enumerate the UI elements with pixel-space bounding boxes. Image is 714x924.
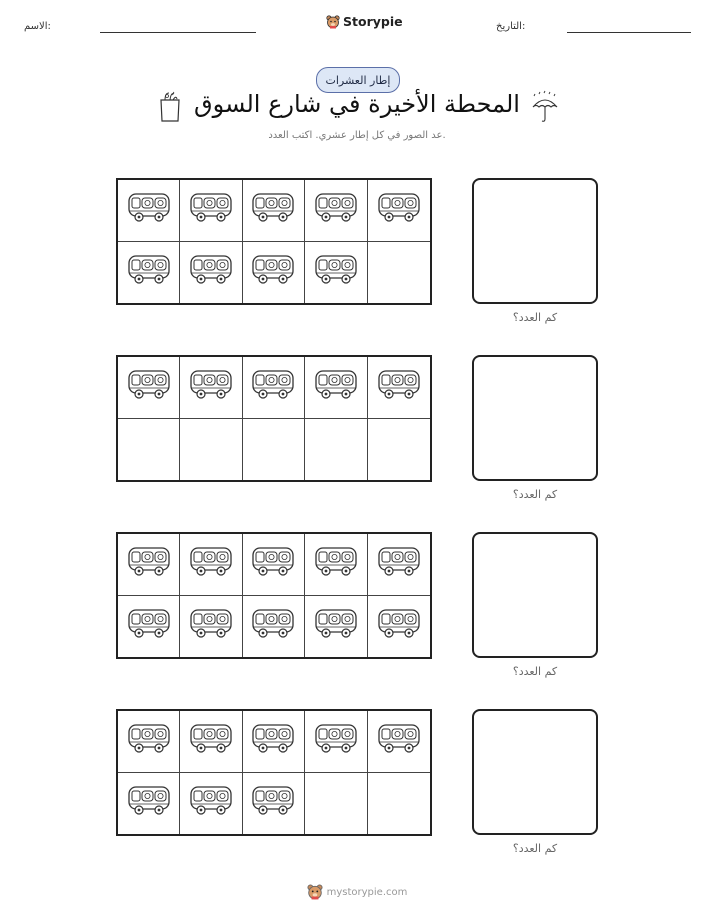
bus-icon [314,254,358,290]
frame-cell [180,180,242,242]
frame-cell [305,596,367,658]
frame-cell [368,242,430,304]
bus-icon [189,608,233,644]
name-line [100,32,256,33]
frame-cell [243,773,305,835]
frame-cell [305,357,367,419]
frame-cell [180,773,242,835]
frame-cell [368,419,430,481]
bus-icon [127,546,171,582]
frame-cell [180,534,242,596]
frame-cell [118,242,180,304]
footer-url: mystorypie.com [326,886,408,898]
bus-icon [251,254,295,290]
bus-icon [377,192,421,228]
name-label: الاسم: [24,21,51,32]
footer [300,884,414,900]
frame-cell [305,773,367,835]
brand-name: Storypie [343,14,403,29]
frame-cell [243,711,305,773]
frame-cell [180,596,242,658]
frame-cell [180,242,242,304]
topic-chip: إطار العشرات [316,67,400,93]
frame-cell [118,419,180,481]
bus-icon [251,785,295,821]
frame-cell [118,711,180,773]
frame-cell [368,534,430,596]
bus-icon [189,723,233,759]
bus-icon [314,546,358,582]
bus-icon [251,192,295,228]
ten-frame [116,709,432,836]
frame-cell [305,419,367,481]
question-label: كم العدد؟ [512,842,558,855]
bear-face-icon [326,15,340,29]
frame-cell [305,242,367,304]
frame-cell [243,419,305,481]
bus-icon [314,608,358,644]
bus-icon [377,608,421,644]
frame-cell [118,773,180,835]
bear-face-icon [307,884,323,900]
bus-icon [189,369,233,405]
bus-icon [314,369,358,405]
bus-icon [251,723,295,759]
answer-box[interactable] [472,709,598,835]
frame-cell [243,242,305,304]
bus-icon [189,192,233,228]
answer-box[interactable] [472,532,598,658]
brand-logo [326,14,403,29]
bus-icon [189,254,233,290]
ten-frame [116,355,432,482]
bus-icon [127,608,171,644]
bus-icon [251,369,295,405]
umbrella-rain-icon [530,90,560,124]
frame-cell [305,534,367,596]
ten-frame [116,178,432,305]
answer-box[interactable] [472,355,598,481]
bus-icon [127,723,171,759]
frame-cell [368,357,430,419]
bus-icon [314,192,358,228]
frame-cell [368,711,430,773]
bus-icon [127,369,171,405]
bus-icon [314,723,358,759]
frame-cell [118,180,180,242]
frame-cell [180,711,242,773]
frame-cell [368,180,430,242]
bus-icon [189,546,233,582]
frame-cell [180,357,242,419]
bus-icon [251,546,295,582]
answer-box[interactable] [472,178,598,304]
frame-cell [368,773,430,835]
frame-cell [243,357,305,419]
bus-icon [251,608,295,644]
bus-icon [377,723,421,759]
date-label: التاريخ: [496,21,526,32]
frame-cell [243,596,305,658]
bus-icon [127,192,171,228]
grocery-bag-icon [158,90,182,122]
frame-cell [118,357,180,419]
frame-cell [305,711,367,773]
frame-cell [180,419,242,481]
frame-cell [368,596,430,658]
frame-cell [243,180,305,242]
date-line [567,32,691,33]
ten-frame [116,532,432,659]
bus-icon [377,369,421,405]
bus-icon [377,546,421,582]
frame-cell [118,534,180,596]
question-label: كم العدد؟ [512,311,558,324]
bus-icon [127,785,171,821]
instructions: عد الصور في كل إطار عشري. اكتب العدد. [268,130,446,141]
question-label: كم العدد؟ [512,665,558,678]
worksheet-title: المحطة الأخيرة في شارع السوق [194,90,520,118]
frame-cell [305,180,367,242]
frame-cell [118,596,180,658]
frame-cell [243,534,305,596]
question-label: كم العدد؟ [512,488,558,501]
bus-icon [127,254,171,290]
bus-icon [189,785,233,821]
